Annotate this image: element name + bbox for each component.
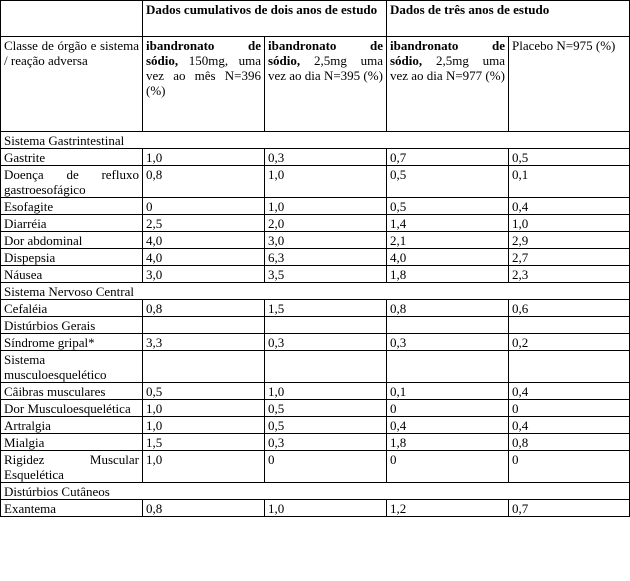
header-col-placebo: Placebo N=975 (%) [509, 37, 630, 132]
value-cell: 0,8 [509, 434, 630, 451]
value-cell: 0 [509, 451, 630, 483]
table-row [1, 149, 630, 166]
value-cell: 0,8 [143, 500, 265, 517]
value-cell: 2,7 [509, 249, 630, 266]
value-cell [387, 317, 509, 334]
value-cell: 0,1 [509, 166, 630, 198]
value-cell: 0,6 [509, 300, 630, 317]
row-label: Dor Musculoesquelética [1, 400, 143, 417]
value-cell: 0,3 [265, 149, 387, 166]
header-group-two-year: Dados cumulativos de dois anos de estudo [143, 1, 387, 37]
value-cell: 2,3 [509, 266, 630, 283]
section-label: Distúrbios Cutâneos [1, 483, 630, 500]
header-col-class: Classe de órgão e sistema / reação adversa [1, 37, 143, 132]
value-cell: 1,0 [143, 149, 265, 166]
section-row [1, 283, 630, 300]
value-cell: 0 [387, 451, 509, 483]
value-cell: 0,7 [387, 149, 509, 166]
value-cell: 1,5 [265, 300, 387, 317]
value-cell: 1,0 [265, 500, 387, 517]
header-columns-row [1, 37, 630, 132]
section-row [1, 132, 630, 149]
value-cell: 0,8 [143, 166, 265, 198]
table-row [1, 266, 630, 283]
value-cell: 0,5 [387, 198, 509, 215]
value-cell: 4,0 [387, 249, 509, 266]
table-row [1, 317, 630, 334]
value-cell: 0,5 [509, 149, 630, 166]
value-cell: 2,1 [387, 232, 509, 249]
row-label: Dor abdominal [1, 232, 143, 249]
row-label: Doença de refluxo gastroesofágico [1, 166, 143, 198]
row-label: Dispepsia [1, 249, 143, 266]
row-label: Mialgia [1, 434, 143, 451]
value-cell: 0,5 [387, 166, 509, 198]
row-label: Náusea [1, 266, 143, 283]
value-cell: 0,7 [509, 500, 630, 517]
value-cell [265, 317, 387, 334]
value-cell [509, 317, 630, 334]
value-cell: 1,4 [387, 215, 509, 232]
table-row [1, 417, 630, 434]
value-cell: 0,4 [509, 417, 630, 434]
value-cell: 0,4 [509, 383, 630, 400]
table-row [1, 166, 630, 198]
value-cell: 2,5 [143, 215, 265, 232]
table-row [1, 215, 630, 232]
table-row [1, 198, 630, 215]
header-col-2-5mg-daily-2y [265, 37, 387, 132]
value-cell: 1,5 [143, 434, 265, 451]
value-cell: 0,5 [265, 417, 387, 434]
value-cell: 0,8 [143, 300, 265, 317]
table-row [1, 249, 630, 266]
section-row [1, 483, 630, 500]
value-cell: 0,5 [143, 383, 265, 400]
value-cell: 0 [387, 400, 509, 417]
dose-info: 2,5mg uma vez ao dia N=395 (%) [268, 53, 383, 83]
value-cell: 1,0 [265, 166, 387, 198]
value-cell [143, 351, 265, 383]
table-row [1, 300, 630, 317]
value-cell: 3,0 [143, 266, 265, 283]
value-cell: 2,0 [265, 215, 387, 232]
value-cell: 4,0 [143, 249, 265, 266]
table-row [1, 400, 630, 417]
header-group-row [1, 1, 630, 37]
row-label: Artralgia [1, 417, 143, 434]
drug-name: ibandronato de sódio, [390, 38, 505, 68]
row-label: Síndrome gripal* [1, 334, 143, 351]
row-label: Cefaléia [1, 300, 143, 317]
value-cell: 1,0 [265, 383, 387, 400]
value-cell: 0 [265, 451, 387, 483]
header-group-three-year: Dados de três anos de estudo [387, 1, 630, 37]
value-cell: 1,0 [143, 400, 265, 417]
value-cell: 0,4 [509, 198, 630, 215]
row-label: Rigidez Muscular Esquelética [1, 451, 143, 483]
value-cell: 3,3 [143, 334, 265, 351]
row-label: Distúrbios Gerais [1, 317, 143, 334]
value-cell: 6,3 [265, 249, 387, 266]
drug-name: ibandronato de sódio, [146, 38, 261, 68]
row-label: Câibras musculares [1, 383, 143, 400]
header-col-2-5mg-daily-3y [387, 37, 509, 132]
value-cell [509, 351, 630, 383]
value-cell: 0,3 [387, 334, 509, 351]
value-cell: 0,3 [265, 434, 387, 451]
section-label: Sistema Nervoso Central [1, 283, 630, 300]
value-cell: 1,2 [387, 500, 509, 517]
dose-info: 2,5mg uma vez ao dia N=977 (%) [390, 53, 505, 83]
value-cell: 3,0 [265, 232, 387, 249]
value-cell: 1,0 [265, 198, 387, 215]
value-cell: 1,0 [143, 417, 265, 434]
table-row [1, 232, 630, 249]
value-cell [387, 351, 509, 383]
value-cell: 3,5 [265, 266, 387, 283]
value-cell: 0,3 [265, 334, 387, 351]
table-row [1, 334, 630, 351]
row-label: Gastrite [1, 149, 143, 166]
value-cell [143, 317, 265, 334]
section-label: Sistema Gastrintestinal [1, 132, 630, 149]
value-cell: 4,0 [143, 232, 265, 249]
row-label: Sistema musculoesquelético [1, 351, 143, 383]
value-cell: 1,8 [387, 434, 509, 451]
drug-name: ibandronato de sódio, [268, 38, 383, 68]
value-cell: 1,8 [387, 266, 509, 283]
value-cell [265, 351, 387, 383]
row-label: Esofagite [1, 198, 143, 215]
row-label: Exantema [1, 500, 143, 517]
table-row [1, 500, 630, 517]
header-empty-cell [1, 1, 143, 37]
header-col-150mg-monthly [143, 37, 265, 132]
value-cell: 2,9 [509, 232, 630, 249]
value-cell: 0,8 [387, 300, 509, 317]
value-cell: 1,0 [509, 215, 630, 232]
table-row [1, 383, 630, 400]
value-cell: 1,0 [143, 451, 265, 483]
table-row [1, 434, 630, 451]
value-cell: 0,5 [265, 400, 387, 417]
value-cell: 0 [509, 400, 630, 417]
dose-info: 150mg, uma vez ao mês N=396 (%) [146, 53, 261, 98]
value-cell: 0,2 [509, 334, 630, 351]
row-label: Diarréia [1, 215, 143, 232]
table-row [1, 451, 630, 483]
value-cell: 0,1 [387, 383, 509, 400]
value-cell: 0,4 [387, 417, 509, 434]
table-row [1, 351, 630, 383]
value-cell: 0 [143, 198, 265, 215]
